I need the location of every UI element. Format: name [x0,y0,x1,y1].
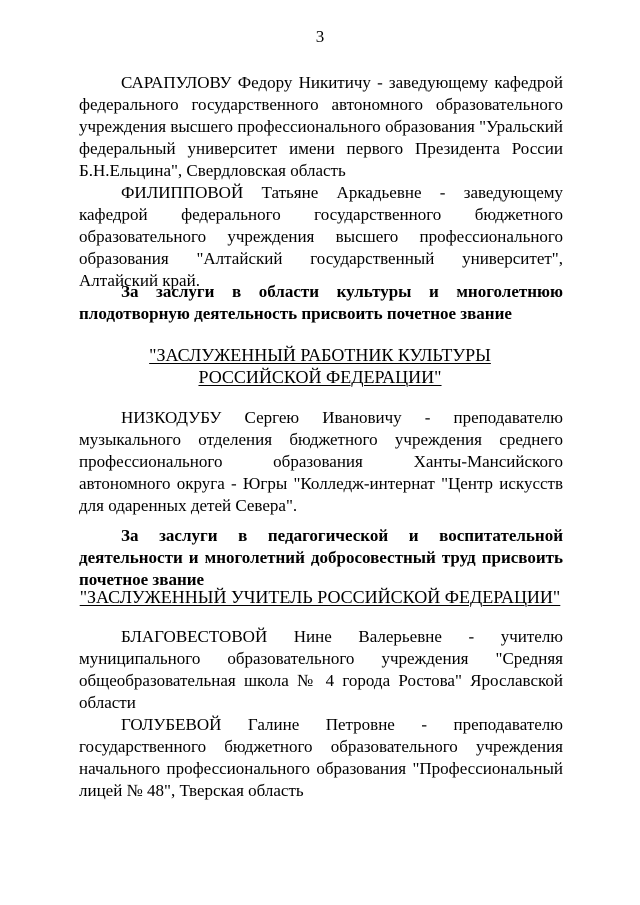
awardee-blagovestova: БЛАГОВЕСТОВОЙ Нине Валерьевне - учителю муниципального образовательного учреждения "Средняя общеобразовательная школа № 4 города Ростова" Ярославской области [79,627,563,712]
awardee-golubeva: ГОЛУБЕВОЙ Галине Петровне - преподавателю государственного бюджетного образовательного учреждения начального профессионального образования "Профессиональный лицей № 48", Тверская область [79,715,563,800]
decree-intro-teacher [79,525,563,591]
awardee-filippova: ФИЛИППОВОЙ Татьяне Аркадьевне - заведующему кафедрой федерального государственного бюджетного образовательного учреждения высшего профессионального образования "Алтайский государственный университет", Алтайский край. [79,183,563,290]
honorary-title-culture-line1: "ЗАСЛУЖЕННЫЙ РАБОТНИК КУЛЬТУРЫ [149,345,491,365]
awardee-nizkodub: НИЗКОДУБУ Сергею Ивановичу - преподавателю музыкального отделения бюджетного учреждения среднего профессионального образования Ханты-Мансийского автономного округа - Югры "Колледж-интернат "Центр искусств для одаренных детей Севера". [79,408,563,515]
honorary-title-culture-line2: РОССИЙСКОЙ ФЕДЕРАЦИИ" [198,367,442,387]
honorary-title-culture [0,344,640,388]
decree-intro-culture-text: За заслуги в области культуры и многолетнюю плодотворную деятельность присвоить почетное звание [79,282,563,323]
awardee-sarapulov: САРАПУЛОВУ Федору Никитичу - заведующему кафедрой федерального государственного автономного образовательного учреждения высшего профессионального образования "Уральский федеральный университет имени первого Президента России Б.Н.Ельцина", Свердловская область [79,73,563,180]
honorary-title-teacher [0,586,640,608]
awardee-list-1 [79,72,563,292]
page-number: 3 [315,27,325,46]
awardee-list-2 [79,407,563,517]
awardee-list-3 [79,626,563,802]
decree-intro-culture [79,281,563,325]
decree-intro-teacher-text: За заслуги в педагогической и воспитательной деятельности и многолетний добросовестный труд присвоить почетное звание [79,526,563,589]
honorary-title-teacher-line: "ЗАСЛУЖЕННЫЙ УЧИТЕЛЬ РОССИЙСКОЙ ФЕДЕРАЦИИ" [79,587,561,607]
